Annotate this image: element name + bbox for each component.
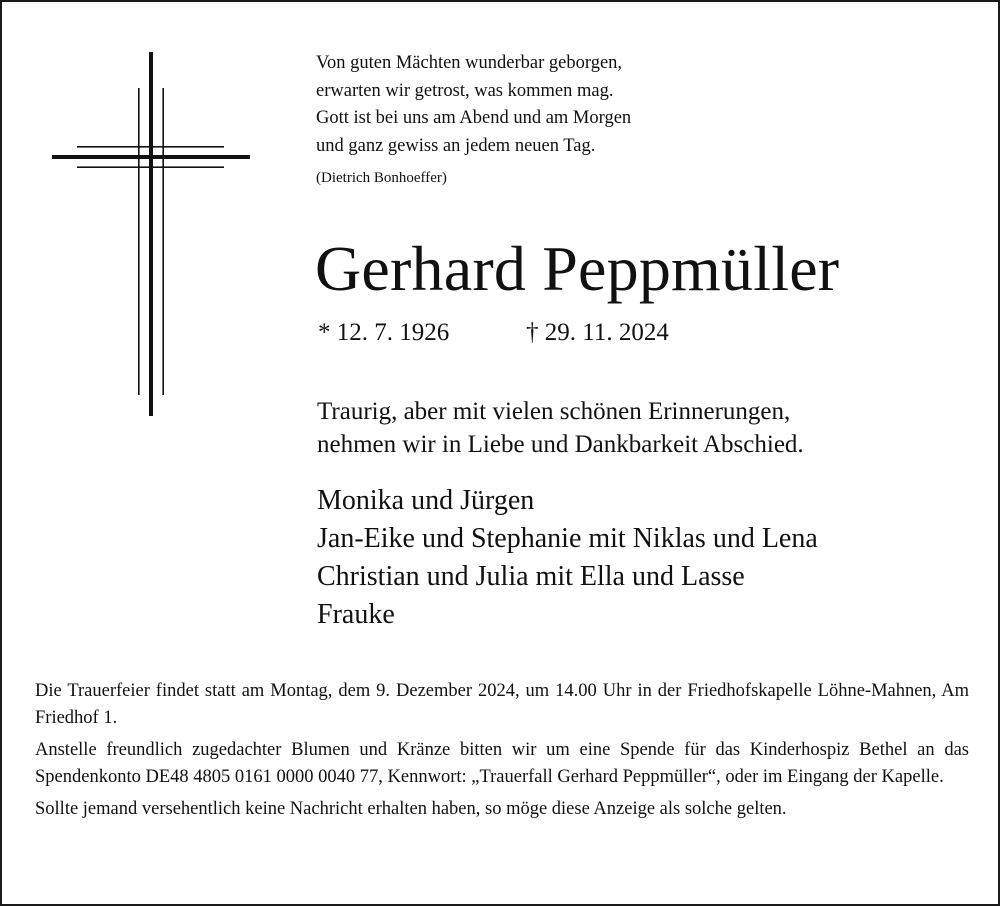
mourner-entry: Christian und Julia mit Ella und Lasse: [317, 561, 745, 592]
funeral-info: [35, 678, 969, 828]
verse-line: Gott ist bei uns am Abend und am Morgen: [316, 108, 632, 128]
mourner-entry: Monika und Jürgen: [317, 485, 535, 516]
donation-info: Anstelle freundlich zugedachter Blumen und Kränze bitten wir um eine Spende für das Kinderhospiz Bethel an das Spendenkonto DE48 4805 0161 0000 0040 77, Kennwort: „Trauerfall Gerhard Peppmüller“, oder im Eingang der Kapelle.: [35, 740, 969, 787]
mourner-entry: Jan-Eike und Stephanie mit Niklas und Lena: [317, 523, 818, 554]
death-date: † 29. 11. 2024: [526, 319, 669, 346]
mourner-entry: Frauke: [317, 599, 395, 630]
farewell-line: nehmen wir in Liebe und Dankbarkeit Abschied.: [317, 431, 804, 458]
deceased-name: Gerhard Peppmüller: [315, 233, 840, 304]
notice-disclaimer: Sollte jemand versehentlich keine Nachricht erhalten haben, so möge diese Anzeige als solche gelten.: [35, 799, 787, 819]
verse-line: und ganz gewiss an jedem neuen Tag.: [316, 135, 596, 156]
verse-line: Von guten Mächten wunderbar geborgen,: [316, 53, 623, 73]
cross-icon: [52, 52, 250, 416]
verse-line: erwarten wir getrost, was kommen mag.: [316, 80, 614, 101]
verse-author: (Dietrich Bonhoeffer): [316, 170, 447, 186]
mourners-list: [317, 482, 818, 634]
ceremony-info: Die Trauerfeier findet statt am Montag, dem 9. Dezember 2024, um 14.00 Uhr in der Friedhofskapelle Löhne-Mahnen, Am Friedhof 1.: [35, 681, 969, 728]
farewell-text: [317, 395, 804, 461]
birth-date: * 12. 7. 1926: [318, 319, 450, 346]
farewell-line: Traurig, aber mit vielen schönen Erinnerungen,: [317, 398, 791, 425]
verse-block: [316, 50, 916, 188]
